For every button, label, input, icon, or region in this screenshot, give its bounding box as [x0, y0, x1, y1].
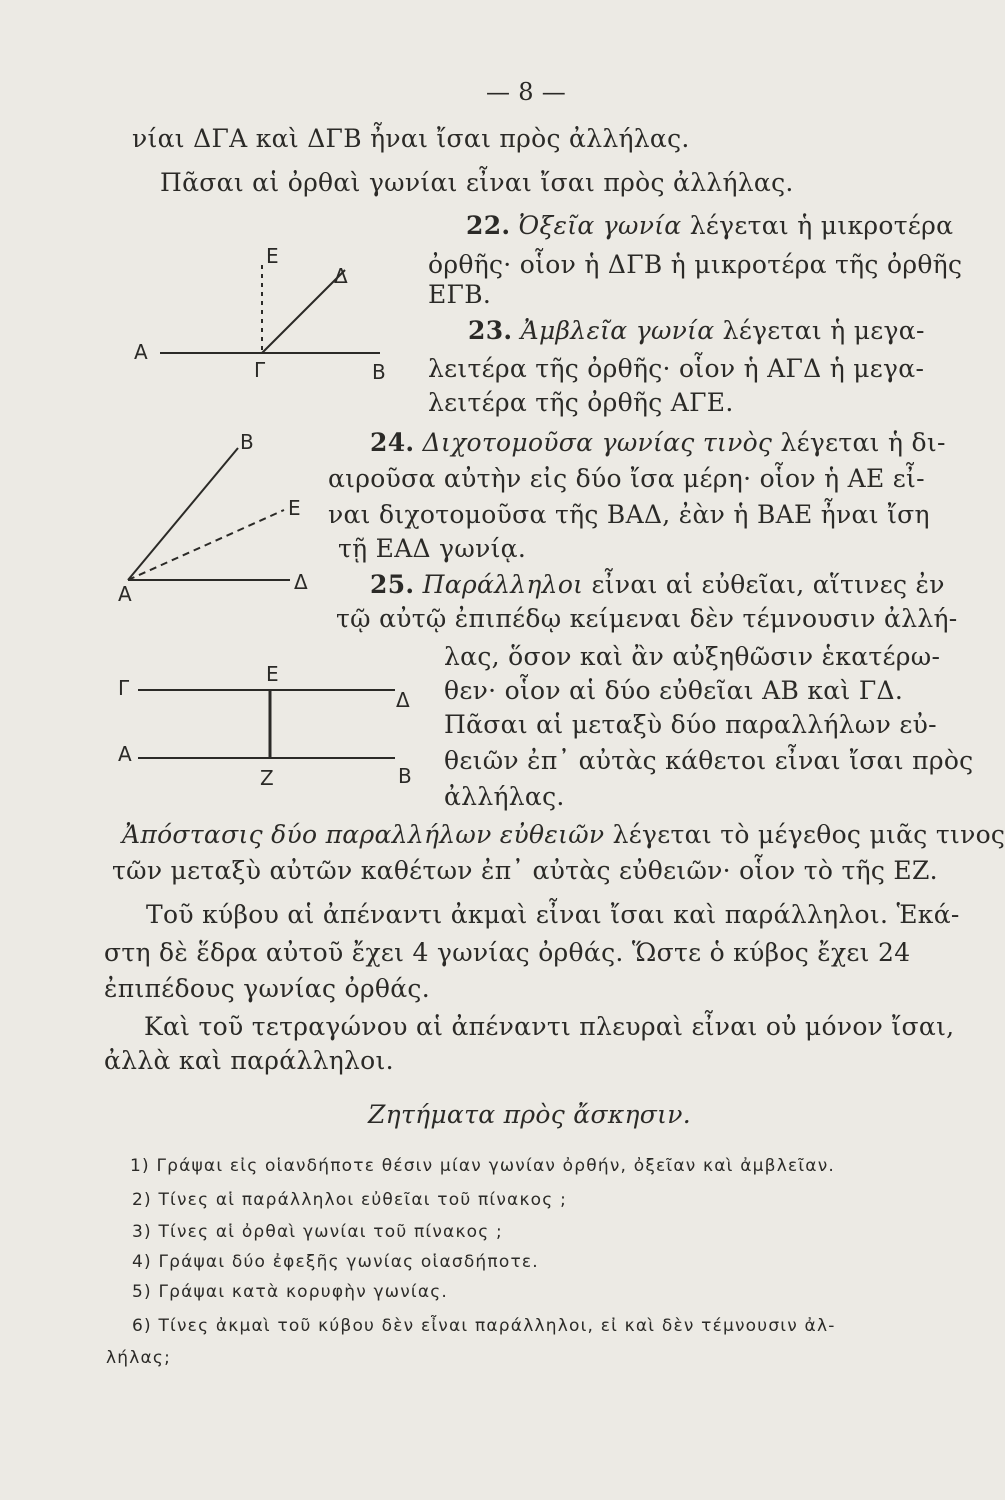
text-line: Τοῦ κύβου αἱ ἀπέναντι ἀκμαὶ εἶναι ἴσαι καὶ παράλληλοι. Ἑκά- [146, 900, 960, 929]
text-line: Καὶ τοῦ τετραγώνου αἱ ἀπέναντι πλευραὶ εἶναι οὐ μόνον ἴσαι, [144, 1012, 955, 1041]
text-line: θεν· οἷον αἱ δύο εὐθεῖαι ΑΒ καὶ ΓΔ. [444, 676, 904, 705]
fig1-label: Δ [334, 264, 348, 288]
fig3-label: Ε [266, 662, 279, 686]
fig1-label: Α [134, 340, 148, 364]
text-line: νίαι ΔΓΑ καὶ ΔΓΒ ἦναι ἴσαι πρὸς ἀλλήλας. [132, 124, 690, 153]
text: λέγεται ἡ δι- [780, 428, 946, 457]
fig3-label: Γ [118, 676, 130, 700]
text-line: θειῶν ἐπ᾽ αὐτὰς κάθετοι εἶναι ἴσαι πρὸς [444, 746, 974, 775]
fig3-label: Α [118, 742, 132, 766]
term: Διχοτομοῦσα γωνίας τινὸς [422, 428, 773, 457]
line-gd [262, 270, 345, 353]
text-line: αιροῦσα αὐτὴν εἰς δύο ἴσα μέρη· οἷον ἡ ΑΕ εἶ- [328, 464, 925, 493]
fig1-label: Β [372, 360, 386, 384]
fig2-label: Δ [294, 570, 308, 594]
fig2-label: Β [240, 430, 254, 454]
section-number: 25. [370, 570, 415, 599]
text: λέγεται ἡ μικροτέρα [689, 211, 954, 240]
fig2-label: Α [118, 582, 132, 606]
text-line: λειτέρα τῆς ὀρθῆς· οἷον ἡ ΑΓΔ ἡ μεγα- [428, 354, 925, 383]
fig1-label: Ε [266, 244, 279, 268]
exercise-item: λήλας; [106, 1348, 172, 1368]
exercise-item: 4) Γράψαι δύο ἐφεξῆς γωνίας οἱασδήποτε. [132, 1252, 539, 1272]
text-line: στη δὲ ἕδρα αὐτοῦ ἔχει 4 γωνίας ὀρθάς. Ὥστε ὁ κύβος ἔχει 24 [104, 938, 911, 967]
page-number: — 8 — [486, 78, 567, 106]
fig3-label: Β [398, 764, 412, 788]
text-line: Πᾶσαι αἱ ὀρθαὶ γωνίαι εἶναι ἴσαι πρὸς ἀλλήλας. [160, 168, 794, 197]
exercise-item: 3) Τίνες αἱ ὀρθαὶ γωνίαι τοῦ πίνακος ; [132, 1222, 503, 1242]
text: λέγεται τὸ μέγεθος μιᾶς τινος [612, 820, 1005, 849]
term: Ἀμβλεῖα γωνία [520, 316, 715, 345]
line-ae-bisector [128, 510, 284, 580]
text-line: λειτέρα τῆς ὀρθῆς ΑΓΕ. [428, 388, 734, 417]
section-number: 24. [370, 428, 415, 457]
text-line: τῷ αὐτῷ ἐπιπέδῳ κείμεναι δὲν τέμνουσιν ἀλλή- [336, 604, 958, 633]
term: Ἀπόστασις δύο παραλλήλων εὐθειῶν [122, 820, 605, 849]
exercise-item: 5) Γράψαι κατὰ κορυφὴν γωνίας. [132, 1282, 449, 1302]
text-line: Πᾶσαι αἱ μεταξὺ δύο παραλλήλων εὐ- [444, 710, 937, 739]
text: λέγεται ἡ μεγα- [722, 316, 925, 345]
text-line: ἀλλὰ καὶ παράλληλοι. [104, 1046, 394, 1075]
text-line: τῶν μεταξὺ αὐτῶν καθέτων ἐπ᾽ αὐτὰς εὐθειῶν· οἷον τὸ τῆς ΕΖ. [112, 856, 938, 885]
text-line: ὀρθῆς· οἷον ἡ ΔΓΒ ἡ μικροτέρα τῆς ὀρθῆς [428, 250, 963, 279]
exercises-title: Ζητήματα πρὸς ἄσκησιν. [368, 1100, 692, 1129]
fig1-label: Γ [254, 358, 266, 382]
term: Παράλληλοι [422, 570, 584, 599]
text-line: ἐπιπέδους γωνίας ὀρθάς. [104, 974, 430, 1003]
section-number: 22. [466, 211, 511, 240]
text-line: ἀλλήλας. [444, 782, 565, 811]
term: Ὀξεῖα γωνία [518, 211, 682, 240]
section-number: 23. [468, 316, 513, 345]
fig3-label: Δ [396, 688, 410, 712]
fig3-label: Ζ [260, 766, 274, 790]
text: εἶναι αἱ εὐθεῖαι, αἵτινες ἐν [591, 570, 945, 599]
text-line: λας, ὅσον καὶ ἂν αὐξηθῶσιν ἑκατέρω- [444, 642, 941, 671]
line-ab2 [128, 448, 238, 580]
exercise-item: 6) Τίνες ἀκμαὶ τοῦ κύβου δὲν εἶναι παράλληλοι, εἰ καὶ δὲν τέμνουσιν ἀλ- [132, 1316, 836, 1336]
text-line: ναι διχοτομοῦσα τῆς ΒΑΔ, ἐὰν ἡ ΒΑΕ ἦναι ἴση [328, 500, 930, 529]
text-line: ΕΓΒ. [428, 280, 492, 309]
fig2-label: Ε [288, 496, 301, 520]
exercise-item: 2) Τίνες αἱ παράλληλοι εὐθεῖαι τοῦ πίνακος ; [132, 1190, 567, 1210]
exercise-item: 1) Γράψαι εἰς οἱανδήποτε θέσιν μίαν γωνίαν ὀρθήν, ὀξεῖαν καὶ ἀμβλεῖαν. [130, 1156, 836, 1176]
text-line: τῇ ΕΑΔ γωνίᾳ. [338, 534, 527, 563]
